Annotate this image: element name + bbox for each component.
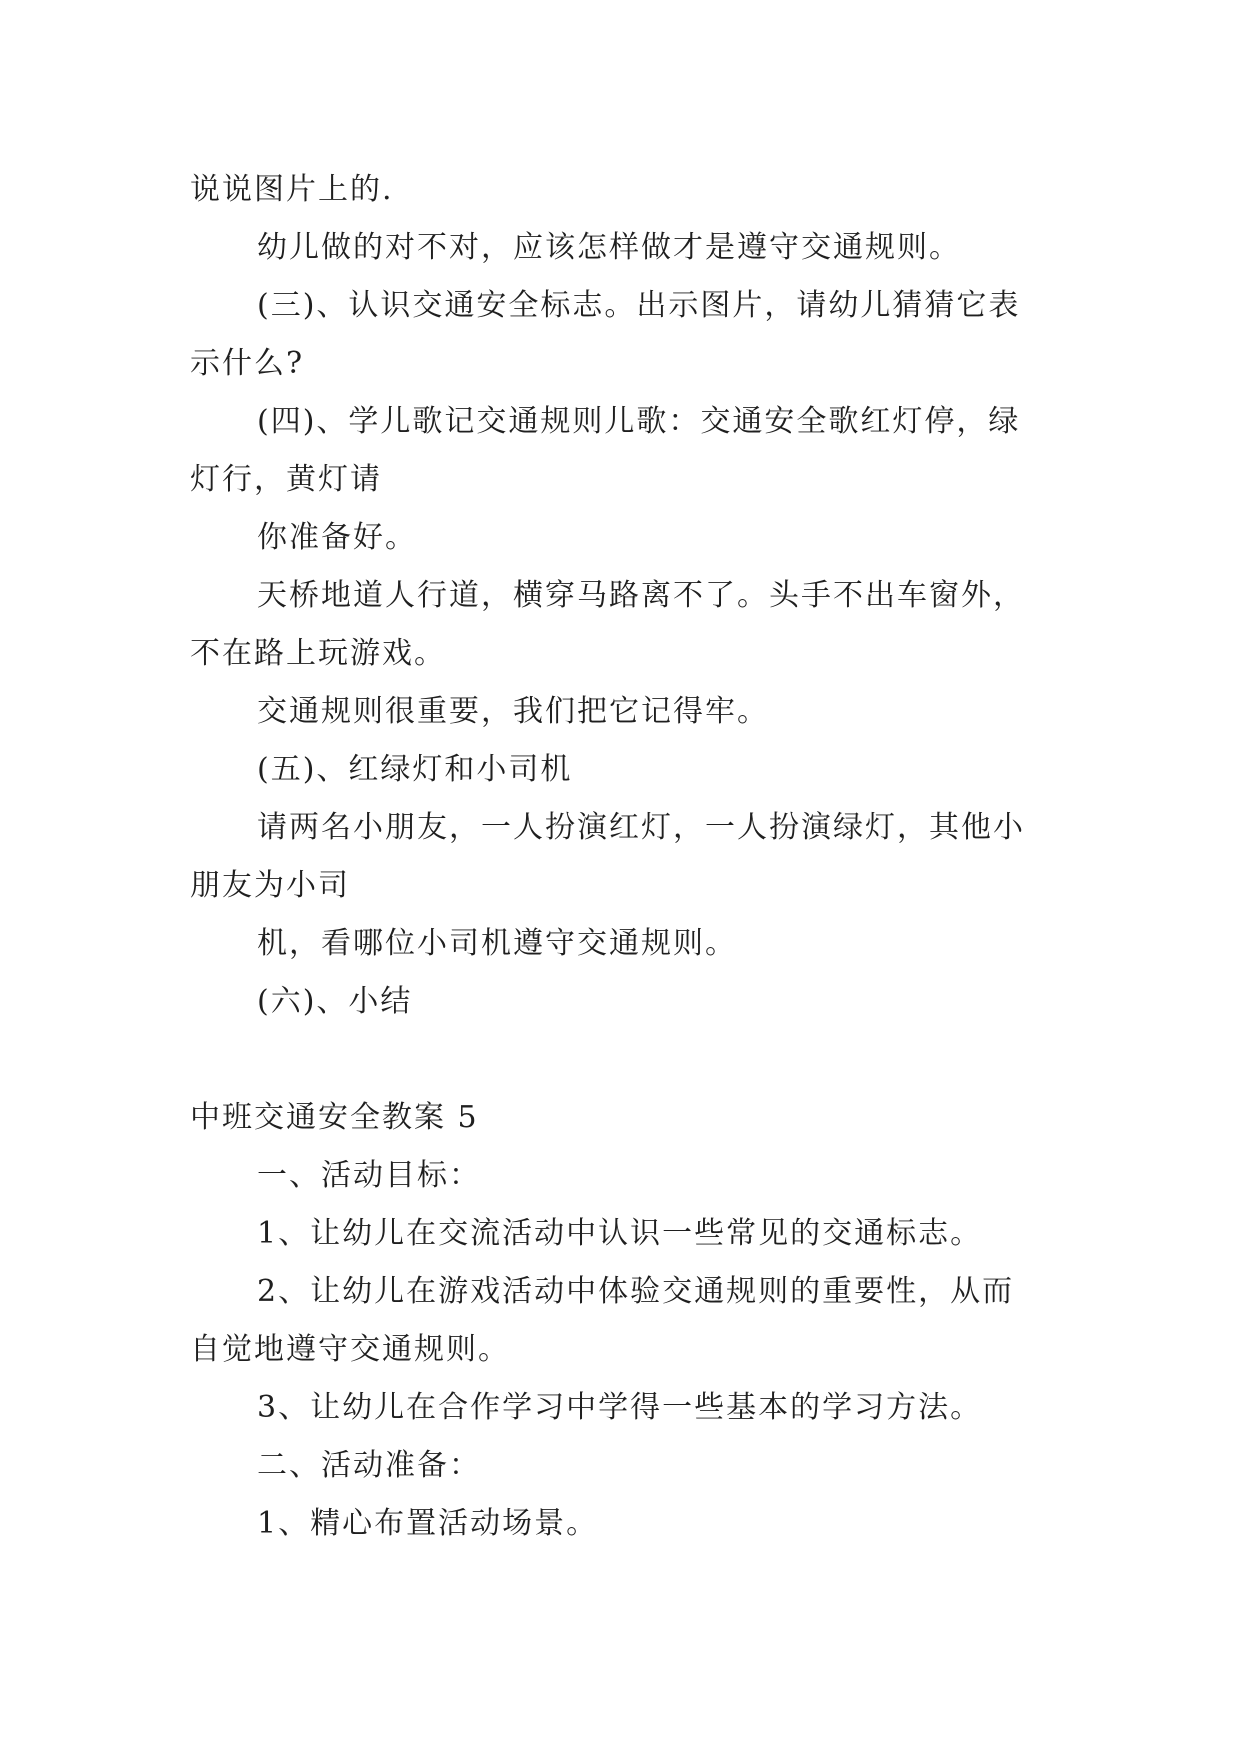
text-line: 你准备好。 <box>257 520 417 555</box>
text-line: (三)、认识交通安全标志。出示图片，请幼儿猜猜它表 <box>257 288 1021 323</box>
text-line: (五)、红绿灯和小司机 <box>257 752 573 787</box>
text-line: 3、让幼儿在合作学习中学得一些基本的学习方法。 <box>257 1390 983 1425</box>
text-line: 幼儿做的对不对，应该怎样做才是遵守交通规则。 <box>257 230 961 265</box>
text-line: (四)、学儿歌记交通规则儿歌：交通安全歌红灯停，绿 <box>257 404 1021 439</box>
text-line: 二、活动准备： <box>257 1448 481 1483</box>
text-line: 2、让幼儿在游戏活动中体验交通规则的重要性，从而 <box>257 1274 1015 1309</box>
text-line: 1、精心布置活动场景。 <box>257 1506 599 1541</box>
text-line: 示什么? <box>190 346 305 381</box>
text-line: 机，看哪位小司机遵守交通规则。 <box>257 926 737 961</box>
text-line: 不在路上玩游戏。 <box>190 636 446 671</box>
text-line: 交通规则很重要，我们把它记得牢。 <box>257 694 769 729</box>
text-line: 一、活动目标： <box>257 1158 481 1193</box>
text-line: (六)、小结 <box>257 984 413 1019</box>
section-heading: 中班交通安全教案 5 <box>190 1100 479 1135</box>
text-line: 朋友为小司 <box>190 868 350 903</box>
text-line: 1、让幼儿在交流活动中认识一些常见的交通标志。 <box>257 1216 983 1251</box>
text-line: 自觉地遵守交通规则。 <box>190 1332 510 1367</box>
text-line: 说说图片上的. <box>190 172 394 207</box>
text-line: 请两名小朋友，一人扮演红灯，一人扮演绿灯，其他小 <box>257 810 1025 845</box>
text-line: 灯行，黄灯请 <box>190 462 382 497</box>
text-line: 天桥地道人行道，横穿马路离不了。头手不出车窗外， <box>257 578 1025 613</box>
